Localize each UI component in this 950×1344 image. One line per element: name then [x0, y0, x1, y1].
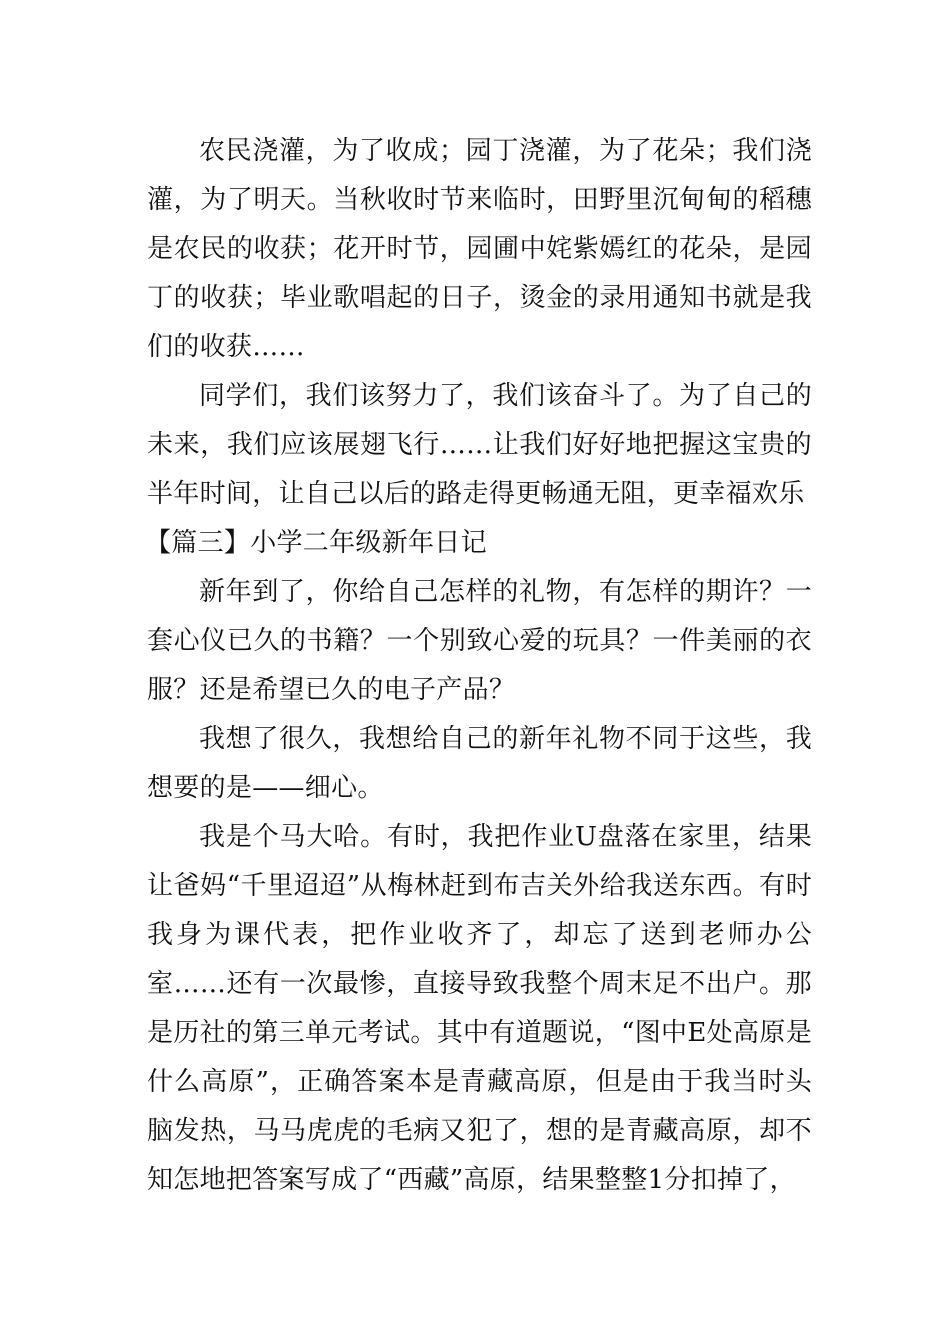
- paragraph-2: 同学们，我们该努力了，我们该奋斗了。为了自己的未来，我们应该展翅飞行……让我们好好地把握这宝贵的半年时间，让自己以后的路走得更畅通无阻，更幸福欢乐: [147, 381, 812, 509]
- section-paragraph-3: 我是个马大哈。有时，我把作业U盘落在家里，结果让爸妈“千里迢迢”从梅林赶到布吉关外给我送东西。有时我身为课代表，把作业收齐了，却忘了送到老师办公室……还有一次最惨，直接导致我整个周末足不出户。那是历社的第三单元考试。其中有道题说，“图中E处高原是什么高原”，正确答案本是青藏高原，但是由于我当时头脑发热，马马虎虎的毛病又犯了，想的是青藏高原，却不知怎地把答案写成了“西藏”高原，结果整整1分扣掉了，: [147, 822, 812, 1195]
- section-heading: 【篇三】小学二年级新年日记: [145, 528, 487, 558]
- section-paragraph-2: 我想了很久，我想给自己的新年礼物不同于这些，我想要的是——细心。: [147, 724, 812, 803]
- section-paragraph-1: 新年到了，你给自己怎样的礼物，有怎样的期许？一套心仪已久的书籍？一个别致心爱的玩具？一件美丽的衣服？还是希望已久的电子产品？: [147, 577, 812, 705]
- document-body: [147, 127, 812, 1205]
- paragraph-1: 农民浇灌，为了收成；园丁浇灌，为了花朵；我们浇灌，为了明天。当秋收时节来临时，田野里沉甸甸的稻穗是农民的收获；花开时节，园圃中姹紫嫣红的花朵，是园丁的收获；毕业歌唱起的日子，烫金的录用通知书就是我们的收获……: [147, 136, 812, 362]
